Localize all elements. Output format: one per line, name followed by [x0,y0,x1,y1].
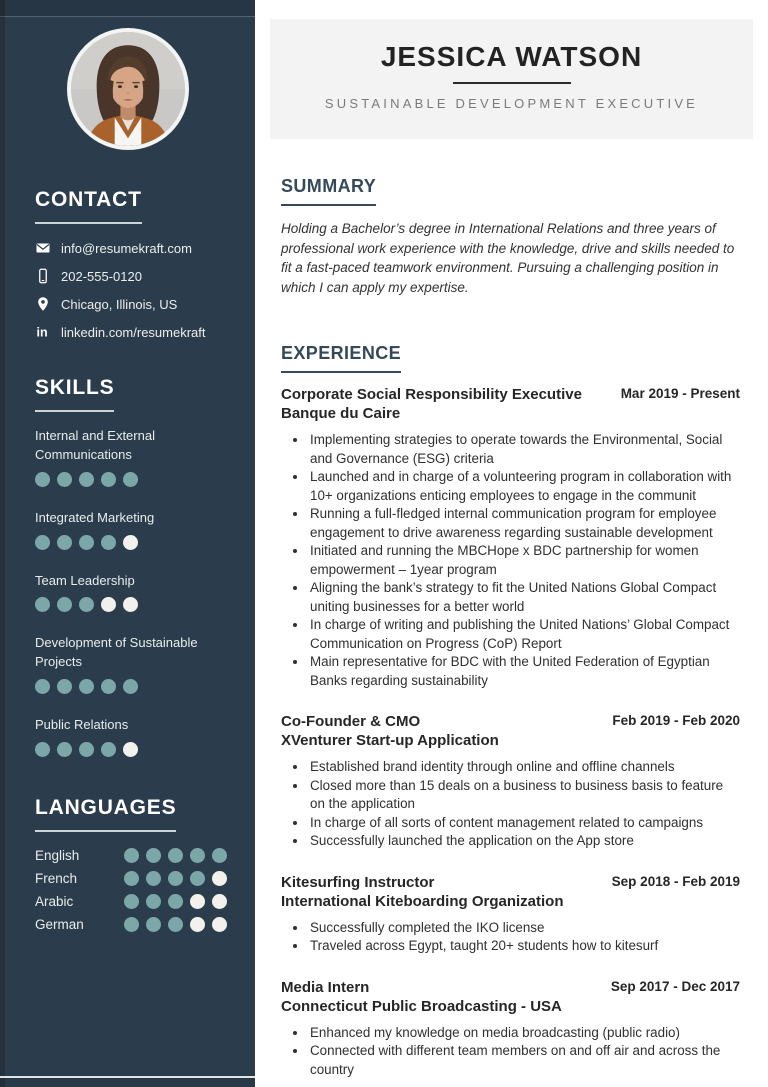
page-break-artifact-bottom [0,1076,255,1087]
job-titles [281,978,562,1016]
job-title: Kitesurfing Instructor [281,873,435,891]
page-break-artifact-top [0,0,255,17]
experience-section [281,343,740,1079]
job-bullet: • Launched and in charge of a volunteering program in collaboration with 10+ organizations enticing employees to engage in the communit [308,468,740,505]
skills-title: SKILLS [35,376,114,412]
skill-name: Internal and External Communications [35,428,155,462]
contact-title: CONTACT [35,188,142,224]
sidebar [0,0,255,1087]
job-bullet: • In charge of all sorts of content management related to campaigns [308,814,740,833]
job-dates: Sep 2017 - Dec 2017 [610,978,740,994]
contact-list [35,240,227,340]
dot-filled [124,848,139,863]
job-company: Connecticut Public Broadcasting - USA [281,997,562,1015]
job-dates: Feb 2019 - Feb 2020 [612,713,740,729]
dot-filled [35,679,50,694]
job-entry [281,873,740,956]
job-bullet-list [281,431,740,690]
dot-filled [57,535,72,550]
dot-filled [190,848,205,863]
skill-item [35,427,227,492]
job-company: XVenturer Start-up Application [281,732,499,750]
job-titles [281,385,582,423]
job-titles [281,712,499,750]
dot-filled [190,871,205,886]
dot-filled [35,597,50,612]
dot-filled [124,917,139,932]
dot-filled [101,742,116,757]
summary-title: SUMMARY [281,176,376,206]
job-header [281,712,740,750]
job-header [281,873,740,911]
dot-filled [101,472,116,487]
skill-item [35,509,227,555]
job-bullet: • Initiated and running the MBCHope x BDC partnership for women empowerment – 1year program [308,542,740,579]
person-name: JESSICA WATSON [380,41,643,72]
name-band [270,19,753,139]
job-bullet: • Successfully launched the application on the App store [308,832,740,851]
contact-item [35,296,227,312]
contact-text: Chicago, Illinois, US [61,296,178,312]
language-name: German [35,916,84,932]
rating-dots [124,848,227,863]
dot-empty [212,871,227,886]
dot-filled [168,848,183,863]
job-bullet: • Main representative for BDC with the United Federation of Egyptian Banks regarding sustainability [308,653,740,690]
job-header [281,978,740,1016]
phone-icon [35,268,51,284]
rating-dots [35,535,138,550]
contact-item [35,268,227,284]
rating-dots [124,871,227,886]
skill-name: Team Leadership [35,572,135,588]
dot-filled [101,535,116,550]
skill-item [35,634,227,699]
language-item [35,917,227,932]
contact-text: linkedin.com/resumekraft [61,324,206,340]
dot-empty [123,535,138,550]
dot-filled [35,472,50,487]
profile-photo [67,28,189,150]
name-divider [453,82,571,84]
dot-empty [123,597,138,612]
job-bullet-list [281,1024,740,1080]
job-dates: Sep 2018 - Feb 2019 [611,873,740,889]
language-item [35,871,227,886]
location-icon [35,296,51,312]
dot-filled [124,894,139,909]
dot-empty [123,742,138,757]
rating-dots [35,679,138,694]
languages-list [35,848,227,932]
main-content [255,176,768,1079]
job-bullet-list [281,758,740,851]
dot-filled [79,472,94,487]
job-entry [281,978,740,1080]
dot-filled [146,917,161,932]
job-bullet: • Enhanced my knowledge on media broadcasting (public radio) [308,1024,740,1043]
email-icon [35,240,51,256]
linkedin-icon [35,324,51,340]
language-item [35,848,227,863]
main-column [255,0,768,1087]
contact-text: 202-555-0120 [61,268,142,284]
skill-name: Integrated Marketing [35,509,155,525]
dot-empty [212,894,227,909]
language-item [35,894,227,909]
language-name: English [35,847,80,863]
skill-item [35,572,227,618]
dot-filled [79,679,94,694]
job-header [281,385,740,423]
summary-section [281,176,740,297]
job-entry [281,712,740,851]
contact-section [0,188,255,340]
dot-filled [168,894,183,909]
job-bullet: • Closed more than 15 deals on a business to business basis to feature on the application [308,777,740,814]
dot-filled [146,848,161,863]
job-title: Media Intern [281,978,370,996]
dot-filled [57,472,72,487]
job-bullet: • Aligning the bank’s strategy to fit the United Nations Global Compact uniting businesses for a better world [308,579,740,616]
rating-dots [35,597,138,612]
dot-filled [124,871,139,886]
svg-text:in: in [36,325,48,340]
rating-dots [35,472,138,487]
dot-filled [212,848,227,863]
languages-title: LANGUAGES [35,796,176,832]
skills-section [0,376,255,762]
dot-filled [79,742,94,757]
job-bullet: • Connected with different team members on and off air and across the country [308,1042,740,1079]
dot-filled [146,871,161,886]
job-bullet: • In charge of writing and publishing the United Nations’ Global Compact Communication on Progress (CoP) Report [308,616,740,653]
skill-name: Public Relations [35,717,129,733]
dot-filled [168,871,183,886]
dot-filled [101,679,116,694]
skill-name: Development of Sustainable Projects [35,635,198,670]
dot-filled [123,679,138,694]
job-title: Co-Founder & CMO [281,713,421,731]
dot-filled [35,742,50,757]
dot-filled [146,894,161,909]
dot-empty [190,917,205,932]
job-bullet-list [281,919,740,956]
dot-filled [57,679,72,694]
person-job-title: SUSTAINABLE DEVELOPMENT EXECUTIVE [324,96,699,111]
jobs-list [281,385,740,1079]
job-company: Banque du Caire [281,405,401,423]
job-titles [281,873,564,911]
experience-title: EXPERIENCE [281,343,401,373]
skill-item [35,716,227,762]
rating-dots [124,917,227,932]
skills-list [35,427,227,762]
job-bullet: • Implementing strategies to operate towards the Environmental, Social and Governance (ESG) criteria [308,431,740,468]
contact-item [35,324,227,340]
rating-dots [124,894,227,909]
dot-filled [57,742,72,757]
language-name: Arabic [35,893,74,909]
language-name: French [35,870,78,886]
page-edge-strip [0,0,5,1087]
contact-text: info@resumekraft.com [61,240,192,256]
job-bullet: • Successfully completed the IKO license [308,919,740,938]
dot-empty [190,894,205,909]
job-bullet: • Established brand identity through online and offline channels [308,758,740,777]
portrait-illustration [71,32,185,146]
job-bullet: • Running a full-fledged internal communication program for employee engagement to drive awareness regarding sustainable development [308,505,740,542]
job-company: International Kiteboarding Organization [281,892,564,910]
contact-item [35,240,227,256]
job-entry [281,385,740,690]
languages-section [0,796,255,932]
dot-filled [168,917,183,932]
job-bullet: • Traveled across Egypt, taught 20+ students how to kitesurf [308,937,740,956]
dot-empty [212,917,227,932]
dot-filled [35,535,50,550]
dot-filled [79,597,94,612]
summary-text: Holding a Bachelor’s degree in International Relations and three years of professional work experience with the knowledge, drive and skills needed to fit a fast-paced teamwork environment. Pursuing a challenging position in which I can apply my expertise. [281,221,735,295]
job-dates: Mar 2019 - Present [620,386,740,402]
dot-filled [79,535,94,550]
dot-filled [123,472,138,487]
rating-dots [35,742,138,757]
dot-filled [57,597,72,612]
job-title: Corporate Social Responsibility Executive [281,386,582,404]
dot-empty [101,597,116,612]
